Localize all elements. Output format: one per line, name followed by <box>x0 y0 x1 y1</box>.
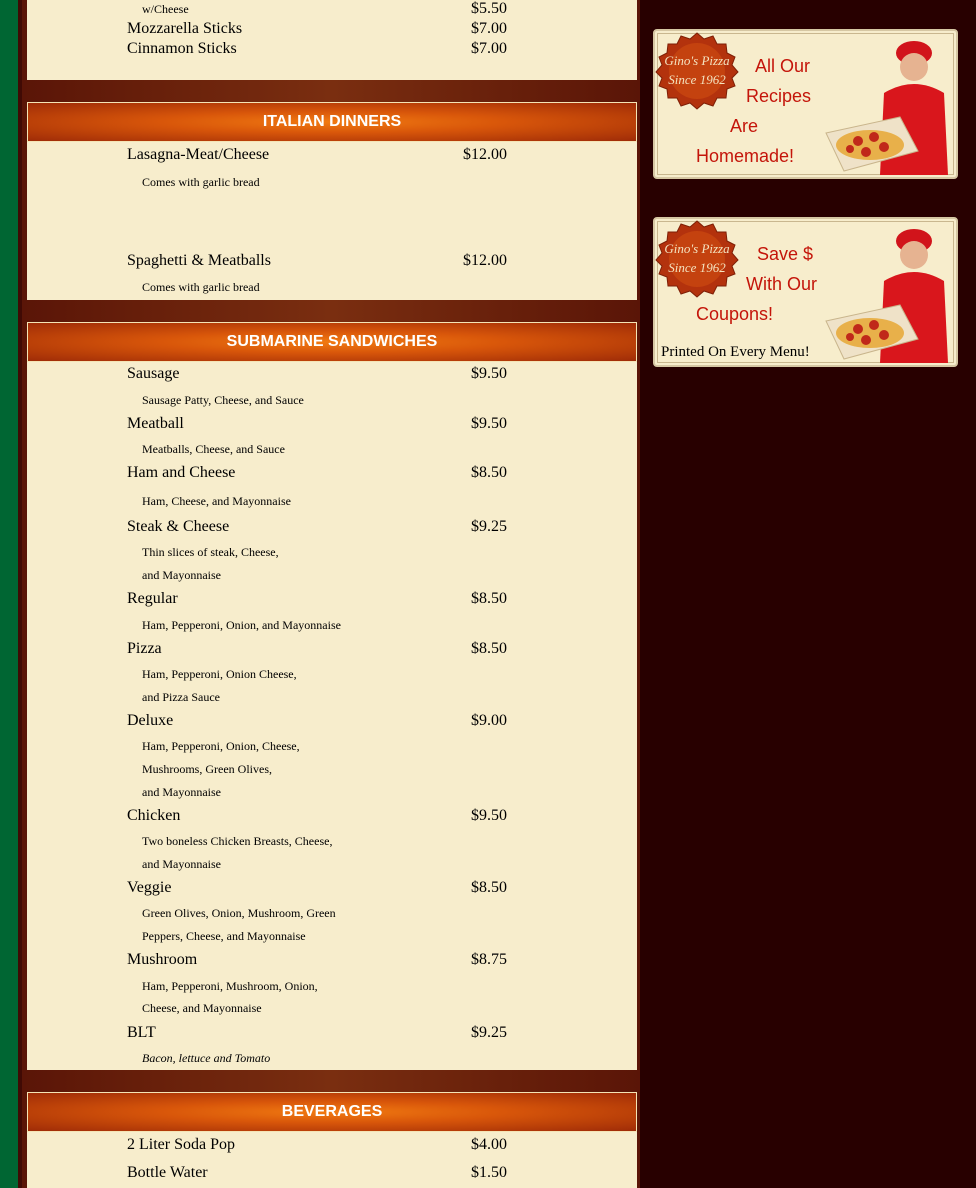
section-header-submarine-sandwiches: SUBMARINE SANDWICHES <box>27 322 637 362</box>
menu-item-chicken <box>127 807 507 829</box>
menu-item-description: Comes with garlic bread <box>142 175 260 189</box>
menu-item-price: $7.00 <box>471 40 507 57</box>
menu-item-price: $12.00 <box>463 146 507 163</box>
menu-item-price: $9.00 <box>471 712 507 729</box>
menu-item-price: $4.00 <box>471 1136 507 1153</box>
menu-item-description: Mushrooms, Green Olives, <box>142 762 272 776</box>
menu-item-name: Ham and Cheese <box>127 464 236 481</box>
menu-item-price: $7.00 <box>471 20 507 37</box>
ad-homemade-recipes[interactable] <box>653 29 958 179</box>
seal-text-line: Gino's Pizza <box>664 241 730 256</box>
menu-item-water <box>127 1164 507 1186</box>
menu-item-name: Pizza <box>127 640 162 657</box>
menu-item-name: Chicken <box>127 807 181 824</box>
menu-item-price: $9.25 <box>471 1024 507 1041</box>
menu-item-note-price-row <box>127 0 507 22</box>
section-header-beverages: BEVERAGES <box>27 1092 637 1132</box>
menu-item-price: $8.50 <box>471 464 507 481</box>
menu-item-note: w/Cheese <box>142 2 189 16</box>
menu-item-spaghetti <box>127 252 507 274</box>
menu-item-description: Cheese, and Mayonnaise <box>142 1001 262 1015</box>
menu-item-description: Two boneless Chicken Breasts, Cheese, <box>142 834 333 848</box>
menu-item-description: Meatballs, Cheese, and Sauce <box>142 442 285 456</box>
menu-item-price: $9.50 <box>471 415 507 432</box>
menu-item-name: Spaghetti & Meatballs <box>127 252 271 269</box>
menu-item-name: Bottle Water <box>127 1164 208 1181</box>
menu-item-regular <box>127 590 507 612</box>
ad-line: Are <box>730 116 759 136</box>
menu-item-description: and Mayonnaise <box>142 785 221 799</box>
menu-item-sausage <box>127 365 507 387</box>
ad-footer: Printed On Every Menu! <box>661 344 810 360</box>
ad-line: All Our <box>755 56 811 76</box>
menu-item-veggie <box>127 879 507 901</box>
menu-item-name: 2 Liter Soda Pop <box>127 1136 235 1153</box>
ad-line: Recipes <box>746 86 812 106</box>
menu-item-description: and Mayonnaise <box>142 857 221 871</box>
menu-item-description: Comes with garlic bread <box>142 280 260 294</box>
menu-item-description: Green Olives, Onion, Mushroom, Green <box>142 906 336 920</box>
seal-text-line: Since 1962 <box>668 72 726 87</box>
menu-item-price: $9.25 <box>471 518 507 535</box>
seal-icon <box>655 219 739 299</box>
menu-item-mushroom <box>127 951 507 973</box>
menu-item-name: Veggie <box>127 879 172 896</box>
menu-item-name: BLT <box>127 1024 156 1041</box>
menu-item-description: Ham, Pepperoni, Onion, and Mayonnaise <box>142 618 341 632</box>
menu-item-name: Lasagna-Meat/Cheese <box>127 146 270 163</box>
menu-item-cinnamon-sticks <box>127 40 507 62</box>
menu-item-description: Ham, Pepperoni, Onion Cheese, <box>142 667 297 681</box>
left-green-border <box>0 0 18 1188</box>
seal-text-line: Gino's Pizza <box>664 53 730 68</box>
menu-item-price: $9.50 <box>471 365 507 382</box>
menu-item-description: Peppers, Cheese, and Mayonnaise <box>142 929 306 943</box>
menu-item-name: Steak & Cheese <box>127 518 230 535</box>
menu-item-description: Ham, Pepperoni, Onion, Cheese, <box>142 739 300 753</box>
menu-item-lasagna <box>127 146 507 168</box>
menu-item-description: and Pizza Sauce <box>142 690 220 704</box>
menu-item-blt <box>127 1024 507 1046</box>
section-header-italian-dinners: ITALIAN DINNERS <box>27 102 637 142</box>
menu-item-price: $8.50 <box>471 590 507 607</box>
menu-item-ham-and-cheese <box>127 464 507 486</box>
menu-item-price: $8.50 <box>471 879 507 896</box>
chef-with-pizza-icon <box>822 33 952 175</box>
menu-item-price: $5.50 <box>471 0 507 17</box>
ad-line: Coupons! <box>696 304 774 324</box>
chef-with-pizza-icon <box>822 221 952 363</box>
menu-item-name: Mushroom <box>127 951 198 968</box>
menu-item-name: Regular <box>127 590 178 607</box>
seal-icon <box>655 31 739 111</box>
menu-item-name: Deluxe <box>127 712 174 729</box>
menu-item-price: $8.75 <box>471 951 507 968</box>
menu-item-price: $8.50 <box>471 640 507 657</box>
menu-item-soda <box>127 1136 507 1158</box>
menu-item-description: Bacon, lettuce and Tomato <box>142 1051 271 1065</box>
menu-item-price: $12.00 <box>463 252 507 269</box>
seal-text-line: Since 1962 <box>668 260 726 275</box>
menu-item-description: Sausage Patty, Cheese, and Sauce <box>142 393 304 407</box>
menu-item-description: and Mayonnaise <box>142 568 221 582</box>
menu-item-steak-and-cheese <box>127 518 507 540</box>
ad-line: Homemade! <box>696 146 795 166</box>
menu-item-name: Mozzarella Sticks <box>127 20 243 37</box>
ad-line: Save $ <box>757 244 814 264</box>
ad-coupons[interactable] <box>653 217 958 367</box>
menu-item-mozzarella-sticks <box>127 20 507 42</box>
menu-item-name: Meatball <box>127 415 184 432</box>
menu-item-name: Sausage <box>127 365 180 382</box>
menu-item-meatball <box>127 415 507 437</box>
menu-item-description: Thin slices of steak, Cheese, <box>142 545 279 559</box>
menu-item-price: $9.50 <box>471 807 507 824</box>
menu-item-pizza <box>127 640 507 662</box>
ad-line: With Our <box>746 274 818 294</box>
menu-item-price: $1.50 <box>471 1164 507 1181</box>
menu-item-name: Cinnamon Sticks <box>127 40 237 57</box>
menu-item-description: Ham, Pepperoni, Mushroom, Onion, <box>142 979 318 993</box>
menu-item-deluxe <box>127 712 507 734</box>
menu-item-description: Ham, Cheese, and Mayonnaise <box>142 494 291 508</box>
